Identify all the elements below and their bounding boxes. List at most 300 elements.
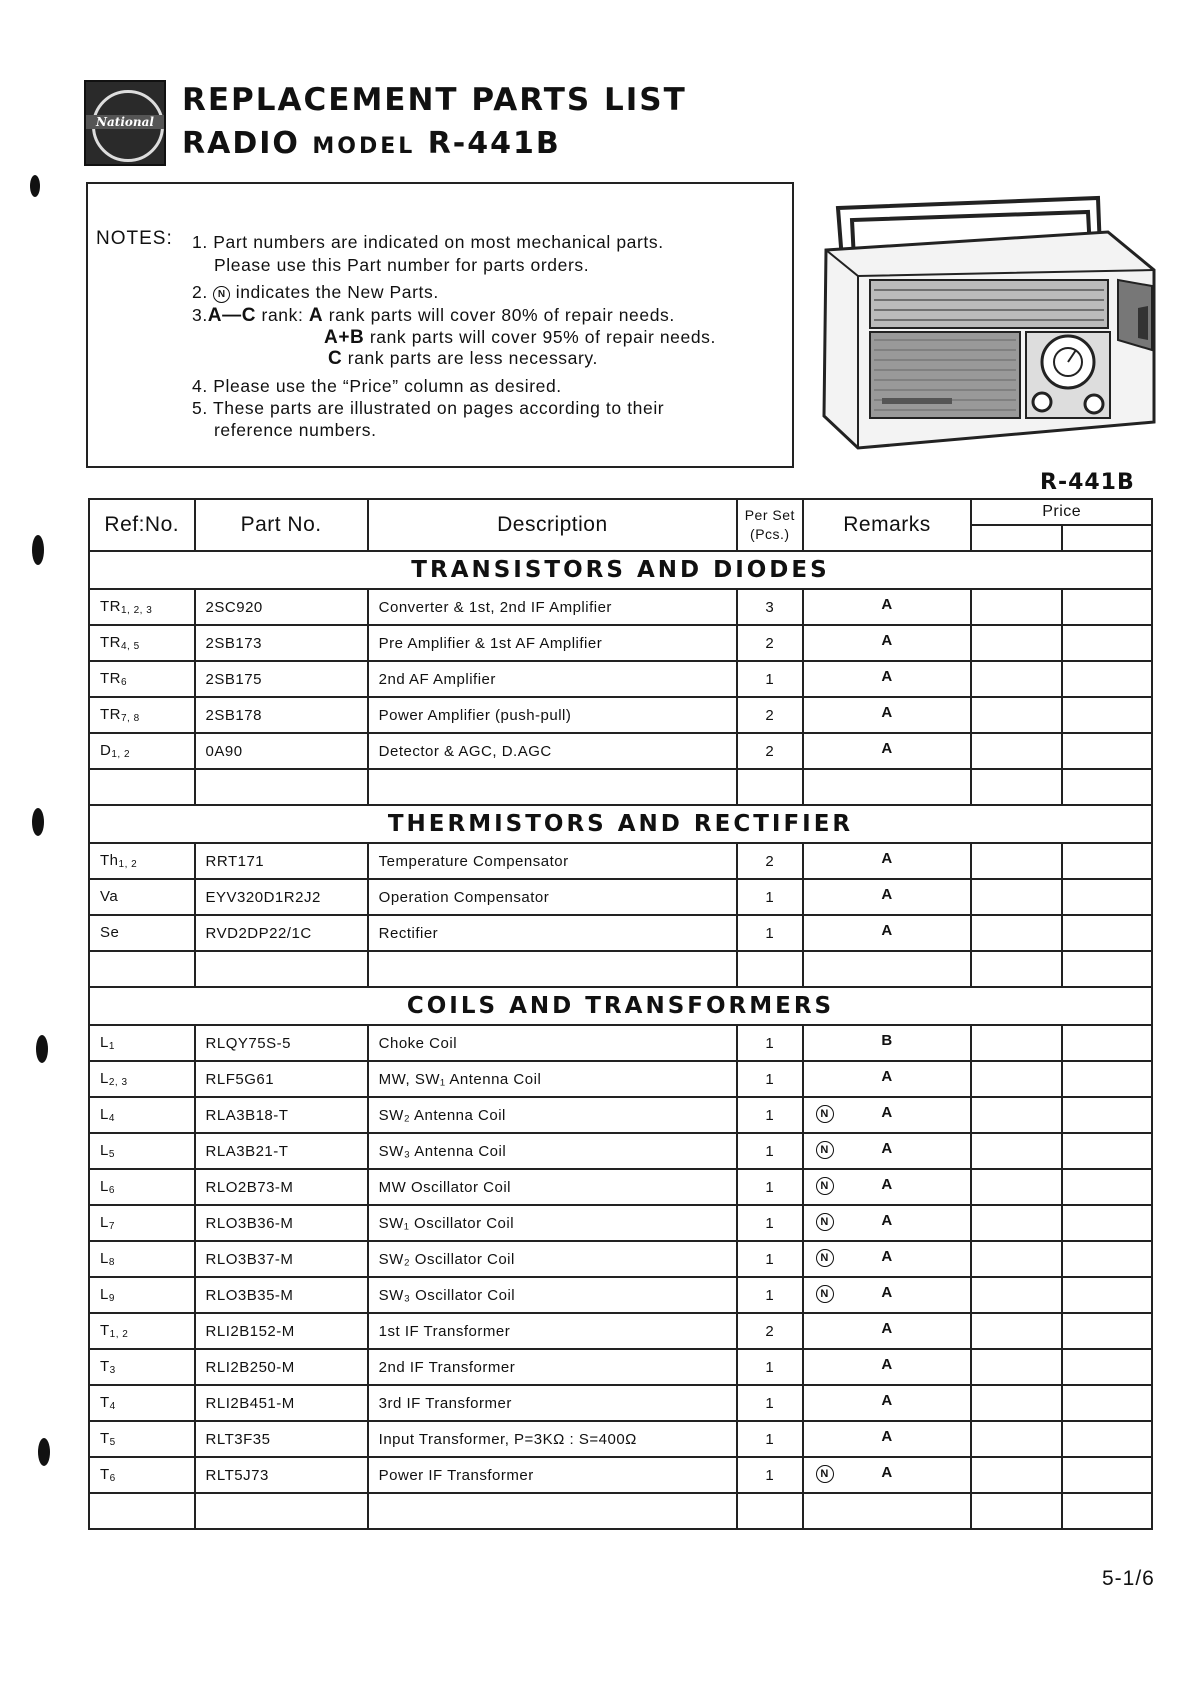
ref-no-subscript: 7, 8 [121,713,140,724]
price-cell[interactable] [971,589,1062,625]
price-cell[interactable] [1062,589,1152,625]
table-row [89,843,1152,879]
rank-label: A [881,668,893,685]
per-set-cell: 1 [737,661,802,697]
ref-no: T [100,1322,110,1339]
description-cell: 2nd AF Amplifier [368,661,737,697]
remarks-cell [803,1313,972,1349]
price-cell[interactable] [971,915,1062,951]
ref-no-subscript: 2, 3 [108,1077,128,1088]
note-2-prefix: 2. [192,282,208,302]
per-set-cell: 1 [737,1277,802,1313]
part-no-cell: 2SB173 [195,625,368,661]
price-cell[interactable] [1062,1277,1152,1313]
price-cell[interactable] [1062,1349,1152,1385]
price-cell[interactable] [1062,1241,1152,1277]
price-cell[interactable] [971,843,1062,879]
note-3 [192,305,675,327]
subtitle-radio: RADIO [182,126,300,161]
table-row [89,1133,1152,1169]
part-no-cell: RLA3B21-T [195,1133,368,1169]
per-set-cell: 1 [737,1385,802,1421]
table-row [89,1277,1152,1313]
table-row [89,1241,1152,1277]
per-set-cell: 1 [737,1097,802,1133]
price-cell[interactable] [971,1169,1062,1205]
per-set-cell: 2 [737,733,802,769]
price-cell[interactable] [1062,879,1152,915]
part-no-cell: RLI2B250-M [195,1349,368,1385]
per-set-cell: 1 [737,915,802,951]
rank-label: A [881,1176,893,1193]
part-no-cell: RLO3B36-M [195,1205,368,1241]
remarks-cell [803,1025,972,1061]
ref-no-cell [89,697,195,733]
binder-hole-mark [38,1438,50,1466]
blank-cell [368,951,737,987]
ref-no-cell [89,1241,195,1277]
binder-hole-mark [32,808,44,836]
price-cell[interactable] [971,1133,1062,1169]
price-cell[interactable] [1062,1205,1152,1241]
new-part-icon: N [816,1249,834,1267]
ref-no-cell [89,1313,195,1349]
per-set-cell: 1 [737,1457,802,1493]
table-row [89,1097,1152,1133]
ref-no: L [100,1178,109,1195]
price-cell[interactable] [971,1205,1062,1241]
rank-label: A [881,1284,893,1301]
price-cell[interactable] [1062,1025,1152,1061]
price-cell[interactable] [1062,915,1152,951]
rank-label: A [881,1104,893,1121]
ref-no-subscript: 5 [109,1437,116,1448]
remarks-cell [803,1349,972,1385]
blank-cell [89,769,195,805]
remarks-cell [803,915,972,951]
rank-label: A [881,596,893,613]
ref-no: TR [100,670,121,687]
ref-no: L [100,1034,109,1051]
blank-cell[interactable] [971,769,1062,805]
rank-label: A [881,1140,893,1157]
table-row [89,1385,1152,1421]
remarks-cell [803,1169,972,1205]
blank-cell[interactable] [971,1493,1062,1529]
ref-no-cell [89,1385,195,1421]
rank-label: A [881,1356,893,1373]
blank-cell [737,769,802,805]
per-set-cell: 2 [737,1313,802,1349]
part-no-cell: EYV320D1R2J2 [195,879,368,915]
table-row [89,1025,1152,1061]
price-cell[interactable] [1062,1457,1152,1493]
brand-logo [84,80,166,166]
remarks-cell [803,1277,972,1313]
description-cell: SW₁ Oscillator Coil [368,1205,737,1241]
table-row [89,915,1152,951]
ref-no: TR [100,598,121,615]
price-label: Price [972,500,1151,526]
blank-cell [737,1493,802,1529]
table-row [89,1457,1152,1493]
new-part-icon: N [816,1141,834,1159]
ref-no: TR [100,634,121,651]
remarks-cell [803,589,972,625]
note-3-ab: A+B [324,327,365,348]
rank-label: A [881,632,893,649]
price-cell[interactable] [1062,1385,1152,1421]
description-cell: Temperature Compensator [368,843,737,879]
ref-no-subscript: 4 [108,1113,115,1124]
remarks-cell [803,1385,972,1421]
description-cell: SW₂ Oscillator Coil [368,1241,737,1277]
price-cell[interactable] [971,1313,1062,1349]
parts-table [88,498,1153,1530]
remarks-cell [803,661,972,697]
ref-no-cell [89,915,195,951]
price-cell[interactable] [971,1457,1062,1493]
table-row [89,1313,1152,1349]
price-cell[interactable] [971,1421,1062,1457]
part-no-cell: RVD2DP22/1C [195,915,368,951]
table-row [89,879,1152,915]
per-set-cell: 1 [737,879,802,915]
description-cell: MW, SW₁ Antenna Coil [368,1061,737,1097]
section-title: TRANSISTORS AND DIODES [89,551,1152,589]
remarks-cell [803,697,972,733]
table-row [89,1205,1152,1241]
part-no-cell: RLI2B451-M [195,1385,368,1421]
blank-row [89,1493,1152,1529]
ref-no-subscript: 7 [108,1221,115,1232]
ref-no-cell [89,1277,195,1313]
table-row [89,697,1152,733]
rank-label: A [881,704,893,721]
note-2-text: indicates the New Parts. [235,282,439,302]
blank-cell [89,1493,195,1529]
description-cell: 2nd IF Transformer [368,1349,737,1385]
rank-label: A [881,1068,893,1085]
description-cell: SW₂ Antenna Coil [368,1097,737,1133]
part-no-cell: RLQY75S-5 [195,1025,368,1061]
price-cell[interactable] [1062,1313,1152,1349]
rank-label: A [881,1320,893,1337]
blank-cell [368,1493,737,1529]
ref-no-cell [89,1205,195,1241]
ref-no-subscript: 3 [109,1365,116,1376]
ref-no: Th [100,852,119,869]
price-cell[interactable] [971,1385,1062,1421]
binder-hole-mark [30,175,40,197]
price-cell[interactable] [1062,697,1152,733]
per-set-cell: 1 [737,1025,802,1061]
ref-no-cell [89,625,195,661]
per-set-cell: 1 [737,1133,802,1169]
table-row [89,1349,1152,1385]
per-set-cell: 1 [737,1061,802,1097]
rank-label: B [881,1032,893,1049]
col-header-perset [737,499,802,551]
ref-no: D [100,742,112,759]
price-cell[interactable] [1062,625,1152,661]
ref-no-subscript: 1, 2, 3 [121,605,153,616]
ref-no-cell [89,1061,195,1097]
ref-no-cell [89,1025,195,1061]
price-cell[interactable] [1062,843,1152,879]
per-set-cell: 1 [737,1241,802,1277]
ref-no-subscript: 1 [108,1041,115,1052]
remarks-cell [803,1241,972,1277]
price-cell[interactable] [1062,1169,1152,1205]
blank-cell [195,951,368,987]
ref-no-cell [89,1457,195,1493]
price-cell[interactable] [1062,733,1152,769]
blank-cell [803,769,972,805]
part-no-cell: RRT171 [195,843,368,879]
new-part-icon: N [816,1213,834,1231]
note-1b: Please use this Part number for parts orders. [214,255,590,275]
ref-no-cell [89,843,195,879]
description-cell: SW₃ Antenna Coil [368,1133,737,1169]
section-header-row [89,805,1152,843]
ref-no-subscript: 1, 2 [109,1329,129,1340]
ref-no-subscript: 1, 2 [118,859,138,870]
col-header-price [971,499,1152,551]
ref-no: L [100,1250,109,1267]
col-header-part: Part No. [195,499,368,551]
rank-label: A [881,1428,893,1445]
note-2 [192,282,439,303]
price-cell[interactable] [971,1349,1062,1385]
note-3-c: C [328,348,343,369]
blank-cell [368,769,737,805]
ref-no: Se [100,924,120,941]
part-no-cell: RLF5G61 [195,1061,368,1097]
part-no-cell: 2SB178 [195,697,368,733]
part-no-cell: RLO3B37-M [195,1241,368,1277]
remarks-cell [803,843,972,879]
remarks-cell [803,1457,972,1493]
price-cell[interactable] [1062,1097,1152,1133]
ref-no: L [100,1214,109,1231]
price-cell[interactable] [971,697,1062,733]
table-row [89,661,1152,697]
ref-no-cell [89,1133,195,1169]
note-3-c-line [328,348,598,370]
col-header-remarks: Remarks [803,499,972,551]
ref-no-cell [89,1349,195,1385]
description-cell: 1st IF Transformer [368,1313,737,1349]
price-cell[interactable] [971,733,1062,769]
section-header-row [89,551,1152,589]
remarks-cell [803,1421,972,1457]
blank-cell [803,951,972,987]
ref-no-cell [89,1169,195,1205]
rank-label: A [881,1212,893,1229]
ref-no-subscript: 1, 2 [111,749,131,760]
ref-no-cell [89,733,195,769]
blank-cell[interactable] [1062,951,1152,987]
note-5a: 5. These parts are illustrated on pages according to their [192,398,665,418]
per-set-cell: 2 [737,625,802,661]
subtitle-model-number: R-441B [427,126,561,161]
price-cell[interactable] [971,879,1062,915]
price-cell[interactable] [971,625,1062,661]
description-cell: Power Amplifier (push-pull) [368,697,737,733]
new-part-icon: N [213,286,230,303]
rank-label: A [881,886,893,903]
price-cell[interactable] [1062,661,1152,697]
blank-cell [737,951,802,987]
part-no-cell: 2SB175 [195,661,368,697]
price-cell[interactable] [971,661,1062,697]
part-no-cell: RLI2B152-M [195,1313,368,1349]
price-cell[interactable] [971,1241,1062,1277]
per-set-cell: 1 [737,1349,802,1385]
per-set-cell: 2 [737,697,802,733]
part-no-cell: 2SC920 [195,589,368,625]
description-cell: MW Oscillator Coil [368,1169,737,1205]
col-header-description: Description [368,499,737,551]
remarks-cell [803,1097,972,1133]
ref-no: T [100,1394,110,1411]
page-title: REPLACEMENT PARTS LIST [182,82,687,118]
subtitle-model: MODEL [312,134,416,159]
remarks-cell [803,1133,972,1169]
rank-label: A [881,922,893,939]
note-3-prefix: 3. [192,305,208,325]
ref-no-cell [89,879,195,915]
note-3-rank-label: rank: [261,305,304,325]
description-cell: Pre Amplifier & 1st AF Amplifier [368,625,737,661]
new-part-icon: N [816,1105,834,1123]
section-header-row [89,987,1152,1025]
part-no-cell: RLT3F35 [195,1421,368,1457]
description-cell: Operation Compensator [368,879,737,915]
blank-cell[interactable] [1062,1493,1152,1529]
perset-label: Per Set [744,507,795,523]
parts-table-body [89,551,1152,1529]
table-row [89,1421,1152,1457]
radio-illustration [818,190,1160,452]
binder-hole-mark [32,535,44,565]
ref-no-subscript: 9 [108,1293,115,1304]
section-title: THERMISTORS AND RECTIFIER [89,805,1152,843]
ref-no-cell [89,1097,195,1133]
per-set-cell: 2 [737,843,802,879]
new-part-icon: N [816,1177,834,1195]
note-4: 4. Please use the “Price” column as desired. [192,376,562,396]
model-number-label: R-441B [1040,470,1135,495]
description-cell: 3rd IF Transformer [368,1385,737,1421]
ref-no-subscript: 4, 5 [121,641,140,652]
rank-label: A [881,850,893,867]
description-cell: SW₃ Oscillator Coil [368,1277,737,1313]
binder-hole-mark [36,1035,48,1063]
per-set-cell: 1 [737,1205,802,1241]
description-cell: Rectifier [368,915,737,951]
ref-no: Va [100,888,119,905]
col-header-ref: Ref:No. [89,499,195,551]
price-cell[interactable] [1062,1133,1152,1169]
note-3-rank: A—C [207,305,257,326]
note-1a: 1. Part numbers are indicated on most mechanical parts. [192,232,664,252]
ref-no-subscript: 8 [108,1257,115,1268]
new-part-icon: N [816,1285,834,1303]
note-3-ab-text: rank parts will cover 95% of repair needs. [369,327,716,347]
part-no-cell: RLO3B35-M [195,1277,368,1313]
page-subtitle [182,126,561,161]
ref-no-subscript: 6 [108,1185,115,1196]
ref-no-subscript: 5 [108,1149,115,1160]
blank-cell [89,951,195,987]
ref-no: T [100,1430,110,1447]
ref-no-cell [89,661,195,697]
ref-no: L [100,1106,109,1123]
ref-no: TR [100,706,121,723]
rank-label: A [881,740,893,757]
blank-row [89,951,1152,987]
price-cell[interactable] [971,1277,1062,1313]
new-part-icon: N [816,1465,834,1483]
blank-cell [195,1493,368,1529]
per-set-cell: 1 [737,1421,802,1457]
price-cell[interactable] [971,1097,1062,1133]
blank-row [89,769,1152,805]
notes-label: NOTES: [96,228,173,249]
per-set-cell: 1 [737,1169,802,1205]
description-cell: Input Transformer, P=3KΩ : S=400Ω [368,1421,737,1457]
description-cell: Detector & AGC, D.AGC [368,733,737,769]
description-cell: Choke Coil [368,1025,737,1061]
part-no-cell: 0A90 [195,733,368,769]
table-row [89,733,1152,769]
table-row [89,625,1152,661]
blank-cell[interactable] [1062,769,1152,805]
ref-no-subscript: 6 [121,677,128,688]
price-cell[interactable] [971,1061,1062,1097]
part-no-cell: RLA3B18-T [195,1097,368,1133]
price-cell[interactable] [971,1025,1062,1061]
ref-no: T [100,1358,110,1375]
page-number: 5-1/6 [1102,1567,1155,1590]
perset-unit: (Pcs.) [750,526,790,542]
remarks-cell [803,625,972,661]
note-3-a-text: rank parts will cover 80% of repair needs. [328,305,675,325]
ref-no-subscript: 4 [109,1401,116,1412]
note-3-c-text: rank parts are less necessary. [347,348,598,368]
price-cell[interactable] [1062,1061,1152,1097]
note-3-ab-line [324,327,716,349]
remarks-cell [803,879,972,915]
part-no-cell: RLT5J73 [195,1457,368,1493]
table-row [89,1061,1152,1097]
ref-no-cell [89,1421,195,1457]
note-3-a: A [308,305,324,326]
section-title: COILS AND TRANSFORMERS [89,987,1152,1025]
price-cell[interactable] [1062,1421,1152,1457]
notes-box [86,182,794,468]
rank-label: A [881,1392,893,1409]
rank-label: A [881,1464,893,1481]
blank-cell[interactable] [971,951,1062,987]
ref-no-subscript: 6 [109,1473,116,1484]
remarks-cell [803,1061,972,1097]
ref-no: L [100,1286,109,1303]
description-cell: Power IF Transformer [368,1457,737,1493]
blank-cell [195,769,368,805]
